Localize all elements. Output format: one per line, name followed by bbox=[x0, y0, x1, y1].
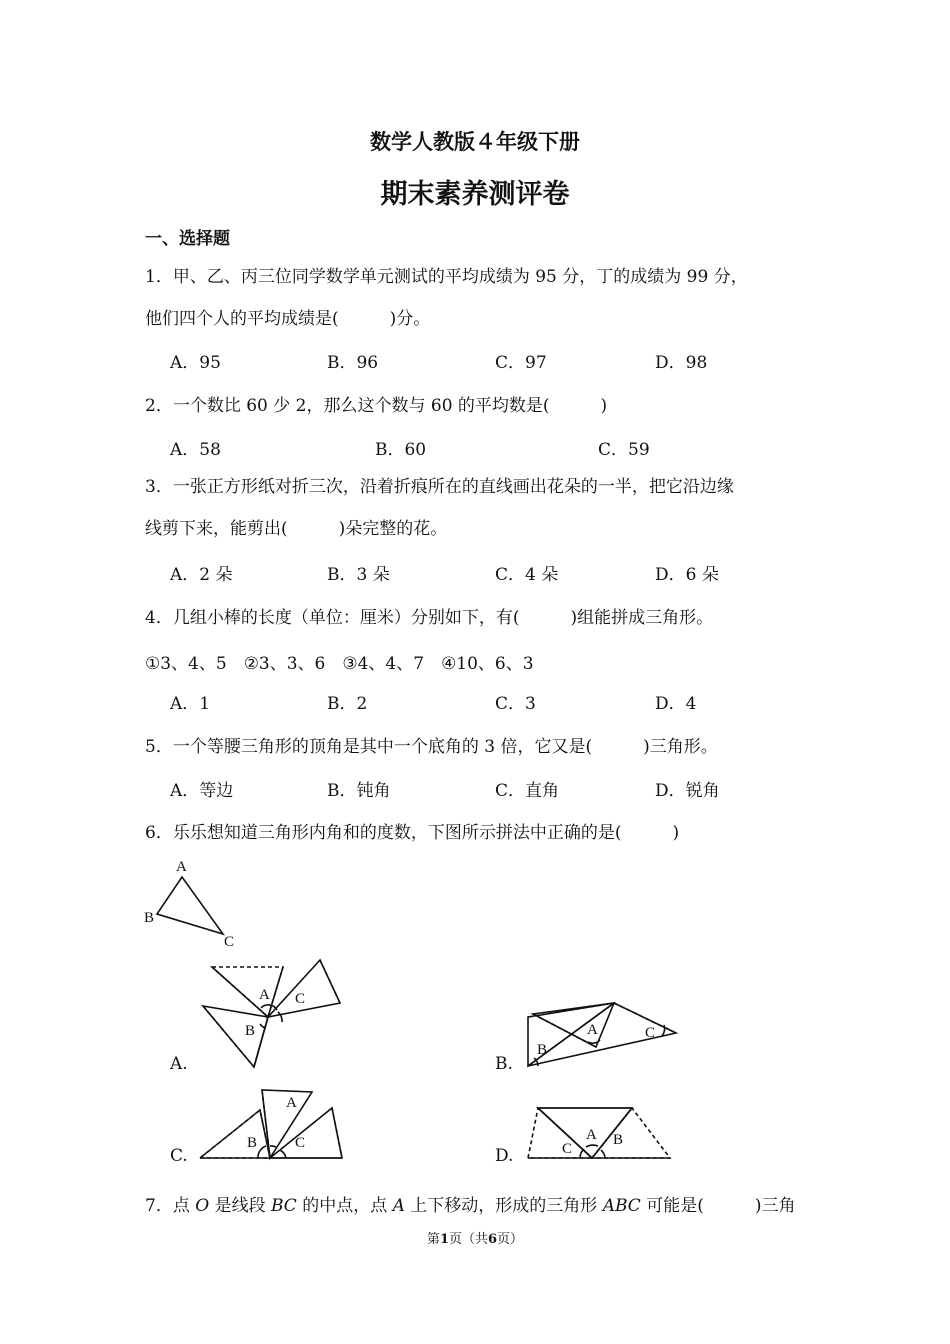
page-subtitle: 期末素养测评卷 bbox=[380, 179, 570, 210]
q7-segment-bc: BC bbox=[270, 1196, 297, 1216]
fig-a-label-b: B bbox=[245, 1023, 256, 1039]
q1-option-c[interactable]: C．97 bbox=[495, 353, 547, 373]
q7-text-2: 是线段 bbox=[209, 1196, 271, 1216]
fig-b-label-a: A bbox=[587, 1022, 598, 1038]
q1-option-a[interactable]: A．95 bbox=[170, 353, 221, 373]
fig-c-label-b: B bbox=[247, 1135, 258, 1151]
figure-a bbox=[203, 960, 340, 1067]
page-footer bbox=[0, 1228, 950, 1247]
fig-a-label-c: C bbox=[295, 991, 306, 1007]
q3-option-c[interactable]: C．4 朵 bbox=[495, 565, 559, 585]
q6-option-d[interactable]: D. bbox=[495, 1146, 514, 1166]
section-heading: 一、选择题 bbox=[145, 229, 230, 249]
q7-text-1: 7．点 bbox=[145, 1196, 196, 1216]
page-title: 数学人教版４年级下册 bbox=[370, 130, 580, 154]
fig-d-label-c: C bbox=[562, 1141, 573, 1157]
q4-option-b[interactable]: B．2 bbox=[327, 694, 368, 714]
question-6-line-1: 6．乐乐想知道三角形内角和的度数，下图所示拼法中正确的是( ) bbox=[145, 823, 680, 843]
q7-text-5: 可能是( )三角 bbox=[640, 1196, 796, 1216]
ref-label-b: B bbox=[144, 910, 155, 926]
q3-option-a[interactable]: A．2 朵 bbox=[170, 565, 233, 585]
fig-d-label-b: B bbox=[613, 1132, 624, 1148]
fig-d-label-a: A bbox=[586, 1127, 597, 1143]
q7-point-o: O bbox=[195, 1196, 210, 1216]
q7-text-4: 上下移动，形成的三角形 bbox=[404, 1196, 603, 1216]
fig-c-label-c: C bbox=[295, 1135, 306, 1151]
q5-option-b[interactable]: B．钝角 bbox=[327, 781, 391, 801]
q6-option-c[interactable]: C. bbox=[170, 1146, 188, 1166]
question-3-line-2: 线剪下来，能剪出( )朵完整的花。 bbox=[145, 519, 448, 539]
q1-option-d[interactable]: D．98 bbox=[655, 353, 708, 373]
fig-a-label-a: A bbox=[259, 987, 270, 1003]
q5-option-c[interactable]: C．直角 bbox=[495, 781, 560, 801]
q4-option-a[interactable]: A．1 bbox=[170, 694, 211, 714]
question-2-line-1: 2．一个数比 60 少 2，那么这个数与 60 的平均数是( ) bbox=[145, 396, 608, 416]
q5-option-d[interactable]: D．锐角 bbox=[655, 781, 720, 801]
q2-option-b[interactable]: B．60 bbox=[375, 440, 427, 460]
footer-mid: 页（共 bbox=[448, 1232, 488, 1247]
reference-triangle bbox=[144, 859, 234, 950]
question-4-line-2: ①3、4、5 ②3、3、6 ③4、4、7 ④10、6、3 bbox=[145, 654, 534, 674]
q6-option-b[interactable]: B. bbox=[495, 1054, 513, 1074]
footer-post: 页） bbox=[497, 1232, 524, 1247]
fig-c-label-a: A bbox=[286, 1095, 297, 1111]
question-4-line-1: 4．几组小棒的长度（单位：厘米）分别如下，有( )组能拼成三角形。 bbox=[145, 608, 714, 628]
question-7-line-1 bbox=[145, 1191, 795, 1216]
footer-total-pages: 6 bbox=[488, 1232, 498, 1247]
footer-pre: 第 bbox=[426, 1232, 440, 1247]
q6-option-a[interactable]: A. bbox=[170, 1054, 188, 1074]
q5-option-a[interactable]: A．等边 bbox=[170, 781, 234, 801]
ref-label-c: C bbox=[224, 934, 235, 950]
q7-triangle-abc: ABC bbox=[602, 1196, 641, 1216]
figure-d bbox=[528, 1108, 670, 1158]
figure-b bbox=[528, 1003, 676, 1066]
q2-option-c[interactable]: C．59 bbox=[598, 440, 650, 460]
q3-option-d[interactable]: D．6 朵 bbox=[655, 565, 719, 585]
ref-label-a: A bbox=[176, 859, 187, 875]
q3-option-b[interactable]: B．3 朵 bbox=[327, 565, 390, 585]
question-1-line-1: 1．甲、乙、丙三位同学数学单元测试的平均成绩为 95 分，丁的成绩为 99 分， bbox=[145, 267, 748, 287]
q4-option-c[interactable]: C．3 bbox=[495, 694, 536, 714]
q2-option-a[interactable]: A．58 bbox=[170, 440, 221, 460]
question-5-line-1: 5．一个等腰三角形的顶角是其中一个底角的 3 倍，它又是( )三角形。 bbox=[145, 737, 718, 757]
footer-page-number: 1 bbox=[439, 1232, 449, 1247]
question-1-line-2: 他们四个人的平均成绩是( )分。 bbox=[145, 309, 431, 329]
figure-c bbox=[200, 1090, 342, 1158]
q7-text-3: 的中点，点 bbox=[296, 1196, 393, 1216]
fig-b-label-c: C bbox=[645, 1025, 656, 1041]
question-3-line-1: 3．一张正方形纸对折三次，沿着折痕所在的直线画出花朵的一半，把它沿边缘 bbox=[145, 477, 734, 497]
q7-point-a: A bbox=[392, 1196, 405, 1216]
fig-b-label-b: B bbox=[537, 1042, 548, 1058]
q4-option-d[interactable]: D．4 bbox=[655, 694, 697, 714]
q1-option-b[interactable]: B．96 bbox=[327, 353, 379, 373]
